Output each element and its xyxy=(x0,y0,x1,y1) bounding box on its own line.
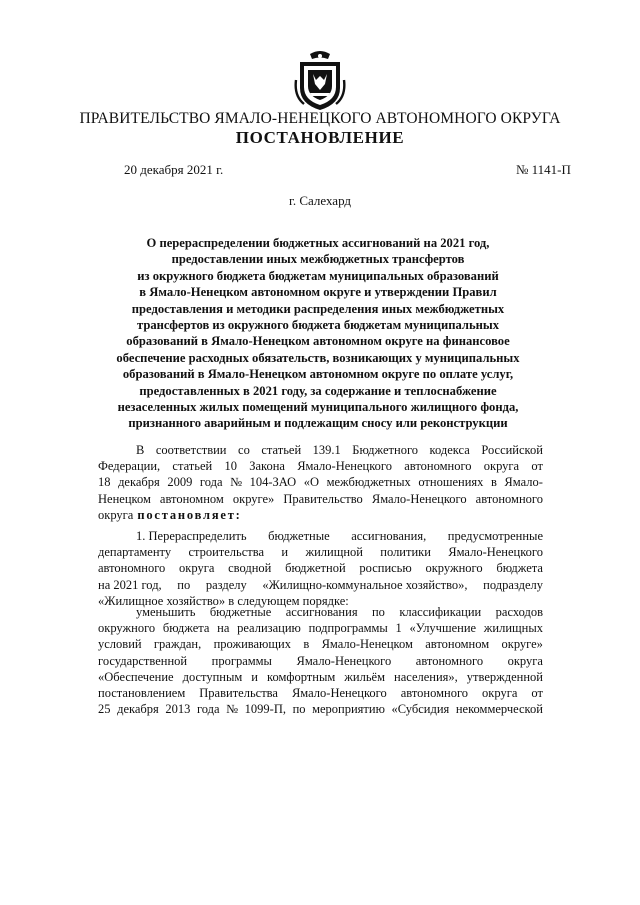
text-line xyxy=(98,560,543,576)
word: года xyxy=(199,475,223,490)
preamble-last-line xyxy=(98,507,543,523)
word: департаменту xyxy=(98,545,172,560)
text-line xyxy=(98,653,543,669)
word: соответствии xyxy=(155,443,227,457)
reduce-paragraph xyxy=(98,604,543,717)
word: в xyxy=(303,637,310,652)
text-line xyxy=(98,620,543,636)
word: автономного xyxy=(475,491,543,506)
word: доступным xyxy=(182,669,243,684)
word: классификации xyxy=(399,605,482,619)
word: В xyxy=(136,443,145,457)
text-line xyxy=(98,474,543,490)
enacting-word: постановляет: xyxy=(137,507,242,522)
word: Ямало-Ненецком xyxy=(321,637,413,652)
word: окружного xyxy=(425,561,483,576)
word: бюджета xyxy=(162,621,210,636)
word: Федерации, xyxy=(98,459,161,474)
word: округа xyxy=(507,653,543,668)
word: Ямало-Ненецкого xyxy=(296,653,392,668)
title-line: признанного аварийным и подлежащим сносу или реконструкции xyxy=(128,416,508,431)
word: «Улучшение xyxy=(409,621,477,636)
word: статьей xyxy=(172,459,213,474)
word: утвержденной xyxy=(466,669,543,684)
word: 2009 xyxy=(167,475,193,490)
text-line xyxy=(98,685,543,701)
title-line: в Ямало-Ненецком автономном округе и утверждении Правил xyxy=(139,285,497,300)
text-line xyxy=(98,544,543,560)
word: «Обеспечение xyxy=(98,669,174,684)
text-line xyxy=(98,528,543,544)
word: от xyxy=(531,459,543,474)
word: 1099-П, xyxy=(244,702,286,717)
text-line xyxy=(98,701,543,717)
word: № xyxy=(230,475,243,490)
word: 10 xyxy=(224,459,237,474)
word: Закона xyxy=(249,459,285,474)
title-line: предоставленных в 2021 году, за содержание и теплоснабжение xyxy=(139,383,497,398)
word: «Субсидия xyxy=(391,702,450,717)
title-line: из окружного бюджета бюджетам муниципальных образований xyxy=(137,268,499,283)
word: бюджетной xyxy=(285,561,346,576)
word: комфортным xyxy=(267,669,336,684)
preamble-last-word: округа xyxy=(98,507,134,522)
document-date: 20 декабря 2021 г. xyxy=(124,162,224,177)
preamble-paragraph xyxy=(98,442,543,523)
word: 1 xyxy=(395,621,402,636)
word: 25 xyxy=(98,702,111,717)
word: Ямало-Ненецкого xyxy=(297,459,392,474)
title-line: незаселенных жилых помещений муниципального жилищного фонда, xyxy=(117,400,519,415)
word: на xyxy=(217,621,230,636)
word: автономном xyxy=(159,491,224,506)
word: округа xyxy=(482,685,518,700)
document-type: ПОСТАНОВЛЕНИЕ xyxy=(235,128,405,147)
word: ассигнования, xyxy=(351,529,427,543)
word: расходов xyxy=(495,605,543,619)
word: политики xyxy=(380,545,431,560)
text-line xyxy=(98,636,543,652)
word: в xyxy=(490,475,497,490)
word: Ямало-Ненецкого xyxy=(371,491,467,506)
word: строительства xyxy=(188,545,265,560)
title-line: предоставлении иных межбюджетных трансфертов xyxy=(171,252,465,267)
document-title xyxy=(96,235,540,432)
text-line xyxy=(98,577,543,593)
word: и xyxy=(281,545,289,560)
title-line: трансфертов из окружного бюджета бюджетам муниципальных xyxy=(136,318,499,333)
word: по xyxy=(292,702,306,717)
word: Ямало-Ненецкого xyxy=(291,685,387,700)
word: Ненецком xyxy=(98,491,151,506)
word: проживающих xyxy=(213,637,291,652)
word: жилищной xyxy=(305,545,363,560)
word: росписью xyxy=(359,561,412,576)
text-line xyxy=(98,669,543,685)
word: граждан, xyxy=(153,637,202,652)
word: отношениях xyxy=(418,475,484,490)
word: 139.1 xyxy=(312,443,341,457)
word: 18 xyxy=(98,475,111,490)
word: округе» xyxy=(501,637,543,652)
word: Бюджетного xyxy=(352,443,419,457)
word: и xyxy=(251,669,258,684)
word: округа xyxy=(483,459,520,474)
word: сводной xyxy=(228,561,272,576)
word: населения», xyxy=(394,669,458,684)
word: кодекса xyxy=(429,443,470,457)
word: подразделу xyxy=(483,577,543,592)
title-line: образований в Ямало-Ненецком автономном округе на финансовое xyxy=(126,334,510,349)
word: разделу xyxy=(205,577,247,592)
word: подпрограммы xyxy=(308,621,388,636)
text-line xyxy=(98,604,543,620)
word: автономном xyxy=(425,637,490,652)
word: бюджета xyxy=(496,561,543,576)
word: окружного xyxy=(98,621,156,636)
word: Правительства xyxy=(199,685,278,700)
word: округа xyxy=(179,561,215,576)
title-line: О перераспределении бюджетных ассигнований на 2021 год, xyxy=(146,236,490,250)
word: статьей xyxy=(261,443,302,457)
word: реализацию xyxy=(237,621,301,636)
word: жильём xyxy=(344,669,385,684)
word: по xyxy=(177,577,191,592)
word: № xyxy=(226,702,239,717)
word: государственной xyxy=(98,653,188,668)
document-number: № 1141-П xyxy=(516,162,571,177)
word: постановлением xyxy=(98,685,186,700)
word: условий xyxy=(98,637,142,652)
word: 104-ЗАО xyxy=(249,475,297,490)
word: автономного xyxy=(415,653,484,668)
word: со xyxy=(238,443,250,457)
word: 1. Перераспределить xyxy=(136,529,247,543)
word: декабря xyxy=(118,475,160,490)
word: года xyxy=(196,702,220,717)
word: предусмотренные xyxy=(447,529,543,543)
government-name: ПРАВИТЕЛЬСТВО ЯМАЛО-НЕНЕЦКОГО АВТОНОМНОГО ОКРУГА xyxy=(79,110,561,127)
yanao-coat-of-arms-icon xyxy=(294,50,346,112)
word: программы xyxy=(211,653,272,668)
word: некоммерческой xyxy=(455,702,543,717)
word: мероприятию xyxy=(312,702,385,717)
word: округе» xyxy=(232,491,275,506)
word: на 2021 год, xyxy=(98,577,162,592)
title-line: образований в Ямало-Ненецком автономном округе по оплате услуг, xyxy=(122,367,514,382)
item-1-paragraph xyxy=(98,528,543,609)
word: Ямало-Ненецкого xyxy=(448,545,543,560)
word: «Жилищно-коммунальное хозяйство», xyxy=(262,577,468,592)
word: «О xyxy=(303,475,320,490)
word: бюджетные xyxy=(209,605,272,619)
text-line xyxy=(98,442,543,458)
word: жилищных xyxy=(483,621,543,636)
word: бюджетные xyxy=(268,529,330,543)
word: автономного xyxy=(404,459,472,474)
title-line: обеспечение расходных обязательств, возникающих у муниципальных xyxy=(116,350,520,365)
title-line: предоставления и методики распределения иных межбюджетных xyxy=(131,301,505,316)
document-city: г. Салехард xyxy=(288,193,352,208)
word: по xyxy=(371,605,385,619)
text-line xyxy=(98,458,543,474)
word: Ямало- xyxy=(504,475,543,490)
item-1-last-text: «Жилищное хозяйство» в следующем порядке: xyxy=(98,593,349,608)
word: ассигнования xyxy=(285,605,358,619)
word: автономного xyxy=(400,685,469,700)
word: автономного xyxy=(98,561,166,576)
word: межбюджетных xyxy=(326,475,411,490)
word: от xyxy=(531,685,543,700)
word: 2013 xyxy=(165,702,191,717)
word: уменьшить xyxy=(136,605,196,619)
word: Правительство xyxy=(283,491,363,506)
text-line xyxy=(98,491,543,507)
word: декабря xyxy=(117,702,159,717)
word: Российской xyxy=(481,443,543,457)
